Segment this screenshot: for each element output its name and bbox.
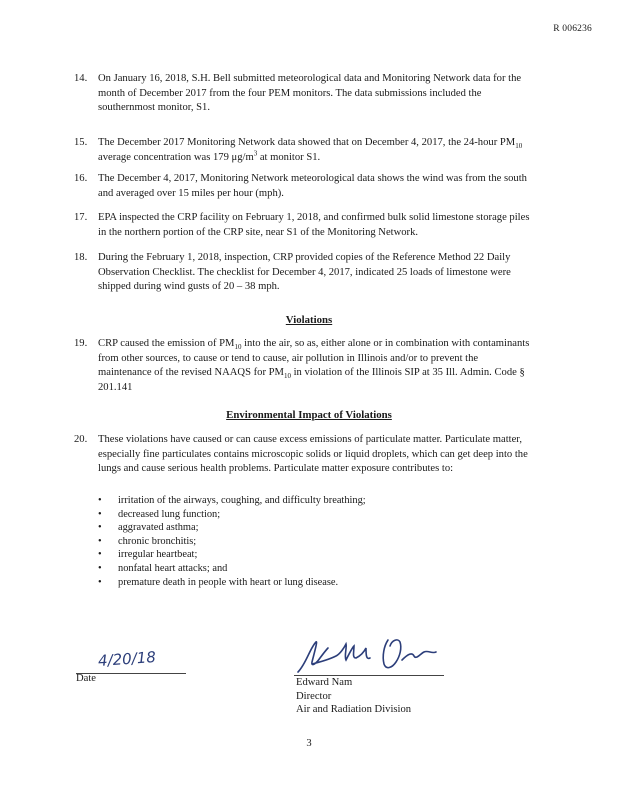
bullet-icon: • [98,535,102,547]
signer-title: Director [296,690,332,702]
paragraph-number: 19. [74,338,88,349]
bullet-icon: • [98,549,102,561]
bullet-icon: • [98,522,102,534]
paragraph-number: 18. [74,252,88,263]
list-item: • chronic bronchitis; [98,535,197,547]
paragraph-text: EPA inspected the CRP facility on February 1, 2018, and confirmed bulk solid limestone storage piles in the northern portion of the CRP site, near S1 of the Monitoring Network. [98,212,530,238]
violations-heading: Violations [285,314,333,326]
list-item: • nonfatal heart attacks; and [98,562,228,574]
list-item: • premature death in people with heart or lung disease. [98,576,339,588]
signer-name: Edward Nam [296,677,353,688]
environmental-impact-heading: Environmental Impact of Violations [226,409,392,421]
bullet-icon: • [98,495,102,506]
list-item: • irritation of the airways, coughing, and difficulty breathing; [98,495,366,506]
paragraph-text: These violations have caused or can cause excess emissions of particulate matter. Particulate matter, especially fine particulates contains microscopic solids or liquid droplets, which can get deep into the lungs and cause serious health problems. Particulate matter exposure contributes to: [98,434,528,474]
bullet-icon: • [98,508,102,520]
paragraph-number: 20. [74,434,88,445]
paragraph-text: CRP caused the emission of $PM_{10}$ into the air, so as, either alone or in combination with contaminants from other sources, to cause or tend to cause, air pollution in Illinois and/or to prevent the maintenance of the revised NAAQS for $PM_{10}$ in violation of the Illinois SIP at 35 Ill. Admin. Code § 201.141 [98,338,530,393]
signer-block [296,676,411,717]
bullet-icon: • [98,562,102,574]
paragraph-number: 16. [74,173,88,184]
paragraph-number: 14. [74,73,88,84]
list-item: • irregular heartbeat; [98,549,198,561]
list-item: • decreased lung function; [98,508,221,520]
paragraph-text: The December 2017 Monitoring Network data showed that on December 4, 2017, the 24-hour $PM_{10}$ average concentration was 179 $\mu g/m^3$ at monitor S1. [98,137,523,163]
list-item: • aggravated asthma; [98,522,199,534]
paragraph-number: 17. [74,212,88,223]
date-label: Date [76,673,96,684]
bullet-icon: • [98,576,102,588]
paragraph-text: On January 16, 2018, S.H. Bell submitted meteorological data and Monitoring Network data for the month of December 2017 from the four PEM monitors. The data submissions included the southernmost monitor, S1. [98,73,522,113]
paragraph-text: The December 4, 2017, Monitoring Network meteorological data shows the wind was from the south and averaged over 15 miles per hour (mph). [98,173,527,199]
bates-number: R 006236 [553,24,592,34]
page-number: 3 [306,738,312,749]
handwritten-signature [292,634,442,680]
signer-division: Air and Radiation Division [296,704,412,716]
handwritten-date: 4/20/18 [97,648,157,670]
paragraph-text: During the February 1, 2018, inspection, CRP provided copies of the Reference Method 22 Daily Observation Checklist. The checklist for December 4, 2017, indicated 25 loads of limestone were shipped during wind gusts of 20 – 38 mph. [98,252,511,292]
health-effects-list [98,494,518,589]
paragraph-number: 15. [74,137,88,148]
